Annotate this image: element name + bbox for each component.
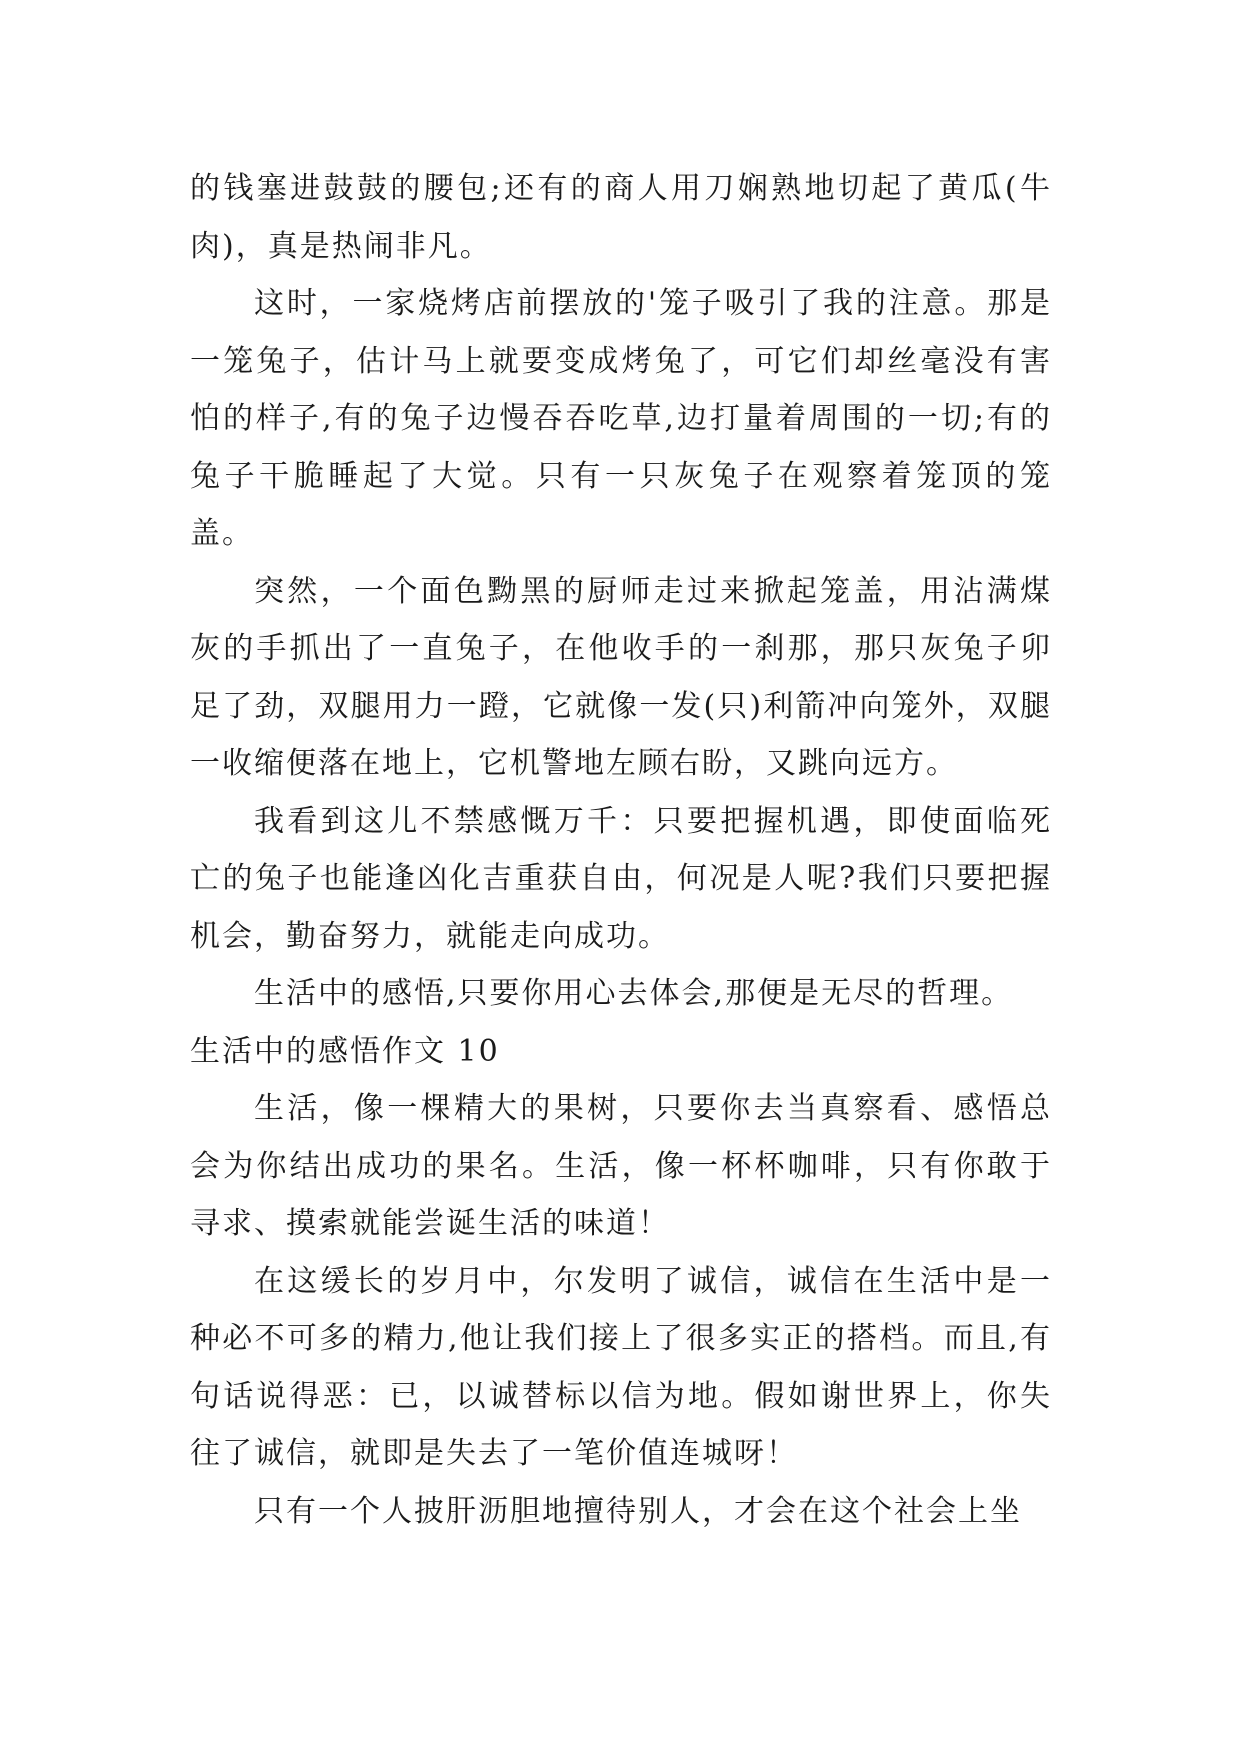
section-heading: 生活中的感悟作文 10	[190, 1033, 500, 1069]
paragraph: 这时，一家烧烤店前摆放的'笼子吸引了我的注意。那是一笼兔子，估计马上就要变成烤兔了，可它们却丝毫没有害怕的样子,有的兔子边慢吞吞吃草,边打量着周围的一切;有的兔子干脆睡起了大觉。只有一只灰兔子在观察着笼顶的笼盖。	[190, 286, 1052, 551]
document-body	[190, 160, 1052, 1540]
paragraph: 生活，像一棵精大的果树，只要你去当真察看、感悟总会为你结出成功的果名。生活，像一杯杯咖啡，只有你敢于寻求、摸索就能尝诞生活的味道！	[190, 1091, 1052, 1241]
paragraph: 突然，一个面色黝黑的厨师走过来掀起笼盖，用沾满煤灰的手抓出了一直兔子，在他收手的一刹那，那只灰兔子卯足了劲，双腿用力一蹬，它就像一发(只)利箭冲向笼外，双腿一收缩便落在地上，它机警地左顾右盼，又跳向远方。	[190, 573, 1052, 781]
paragraph: 只有一个人披肝沥胆地擅待别人，才会在这个社会上坐	[254, 1493, 1022, 1529]
paragraph: 在这缓长的岁月中，尔发明了诚信，诚信在生活中是一种必不可多的精力,他让我们接上了很多实正的搭档。而且,有句话说得恶：已，以诚替标以信为地。假如谢世界上，你失往了诚信，就即是失去了一笔价值连城呀！	[190, 1263, 1052, 1471]
paragraph: 我看到这儿不禁感慨万千：只要把握机遇，即使面临死亡的兔子也能逢凶化吉重获自由，何况是人呢?我们只要把握机会，勤奋努力，就能走向成功。	[190, 803, 1052, 954]
paragraph: 生活中的感悟,只要你用心去体会,那便是无尽的哲理。	[254, 976, 1014, 1011]
paragraph: 的钱塞进鼓鼓的腰包;还有的商人用刀娴熟地切起了黄瓜(牛肉)，真是热闹非凡。	[190, 171, 1052, 264]
